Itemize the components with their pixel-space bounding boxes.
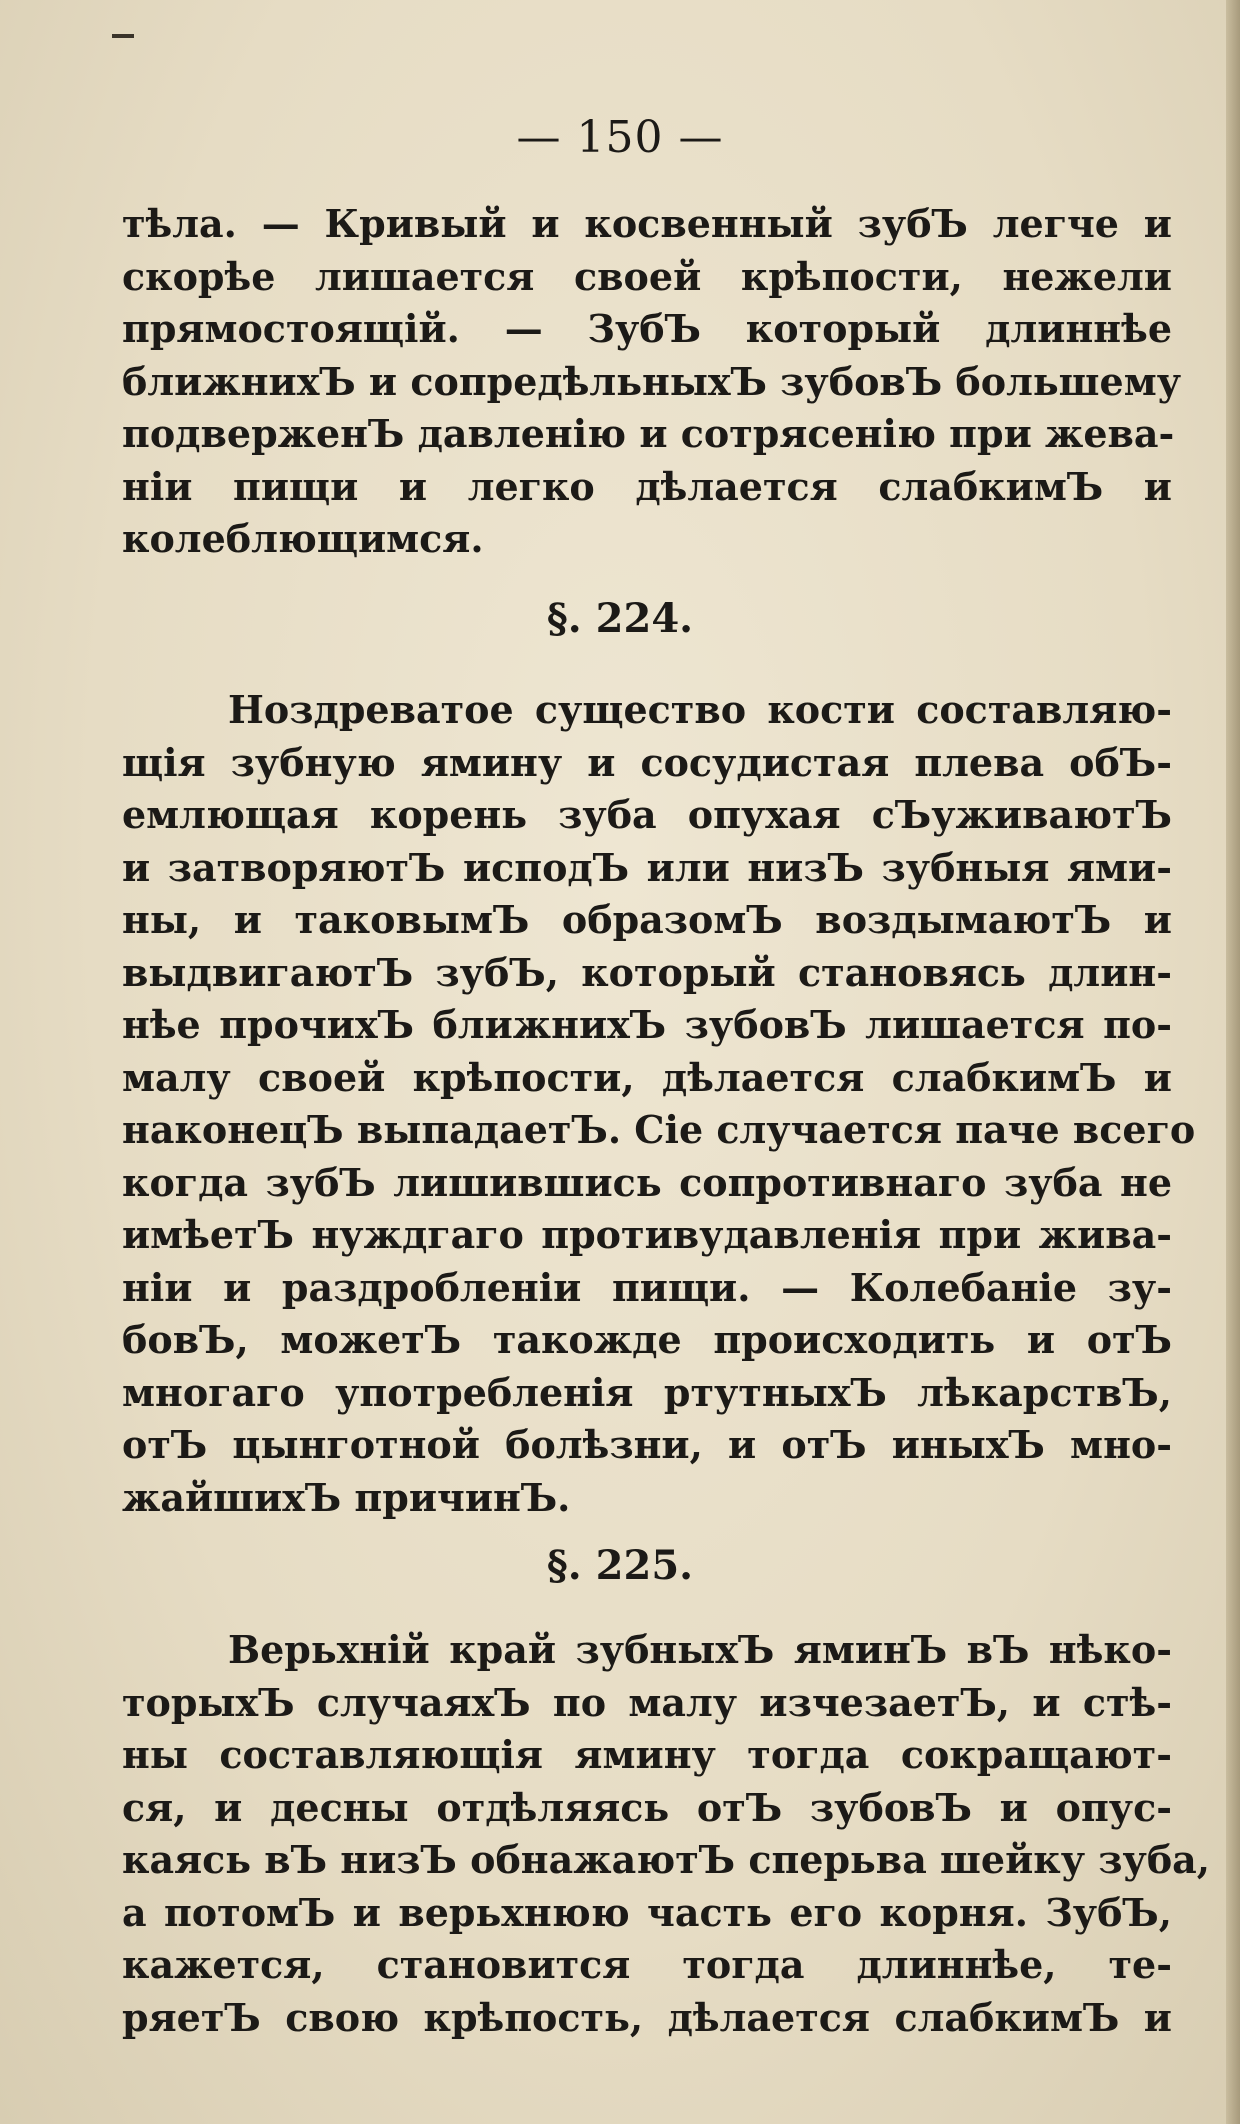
text-line: а потомЪ и верьхнюю часть его корня. ЗубЪ, [122, 1889, 1172, 1935]
text-line: ніи пищи и легко дѣлается слабкимЪ и [122, 463, 1172, 509]
text-line: имѣетЪ нуждгаго противудавленія при жива- [122, 1212, 1172, 1257]
text-line: Ноздреватое существо кости составляю- [228, 687, 1172, 732]
text-line: скорѣе лишается своей крѣпости, нежели [122, 253, 1172, 299]
text-line: емлющая корень зуба опухая сЪуживаютЪ [122, 792, 1172, 837]
text-line: ны, и таковымЪ образомЪ воздымаютЪ и [122, 897, 1172, 942]
text-line: когда зубЪ лишившись сопротивнаго зуба не [122, 1159, 1172, 1205]
text-line: выдвигаютЪ зубЪ, который становясь длин- [122, 949, 1172, 995]
text-line: ближнихЪ и сопредѣльныхЪ зубовЪ большему [122, 358, 1182, 404]
text-line: нѣе прочихЪ ближнихЪ зубовЪ лишается по- [122, 1002, 1172, 1047]
text-line: ряетЪ свою крѣпость, дѣлается слабкимЪ и [122, 1994, 1172, 2040]
paragraph-1 [122, 198, 1182, 566]
paragraph-3 [122, 1624, 1211, 2044]
print-mark [112, 34, 134, 38]
text-line: малу своей крѣпости, дѣлается слабкимЪ и [122, 1054, 1172, 1100]
page-edge [1226, 0, 1240, 2124]
text-line: ся, и десны отдѣляясь отЪ зубовЪ и опус- [122, 1784, 1172, 1830]
text-line: кажется, становится тогда длиннѣе, те- [122, 1942, 1172, 1987]
text-line: тѣла. — Кривый и косвенный зубЪ легче и [122, 201, 1172, 246]
section-heading-224: §. 224. [546, 595, 694, 642]
text-line: отЪ цынготной болѣзни, и отЪ иныхЪ мно- [122, 1422, 1172, 1467]
text-line: жайшихЪ причинЪ. [122, 1474, 571, 1520]
text-line: каясь вЪ низЪ обнажаютЪ сперьва шейку зуба, [122, 1837, 1211, 1882]
text-line: Верьхній край зубныхЪ яминЪ вЪ нѣко- [228, 1627, 1172, 1672]
text-line: многаго употребленія ртутныхЪ лѣкарствЪ, [122, 1369, 1172, 1415]
text-line: щія зубную ямину и сосудистая плева обЪ- [122, 739, 1172, 785]
text-line: подверженЪ давленію и сотрясенію при жева- [122, 411, 1175, 456]
text-line: и затворяютЪ исподЪ или низЪ зубныя ями- [122, 844, 1172, 890]
text-line: бовЪ, можетЪ такожде происходить и отЪ [122, 1317, 1172, 1362]
text-line: наконецЪ выпадаетЪ. Сіе случается паче всего [122, 1107, 1196, 1152]
page-number: — 150 — [516, 112, 724, 163]
section-heading-225: §. 225. [546, 1542, 694, 1589]
text-line: прямостоящій. — ЗубЪ который длиннѣе [122, 306, 1172, 351]
text-line: торыхЪ случаяхЪ по малу изчезаетЪ, и стѣ- [122, 1679, 1172, 1725]
text-line: ны составляющія ямину тогда сокращают- [122, 1732, 1172, 1777]
text-line: ніи и раздробленіи пищи. — Колебаніе зу- [122, 1264, 1172, 1310]
paragraph-2 [122, 684, 1196, 1524]
text-line: колеблющимся. [122, 516, 484, 561]
